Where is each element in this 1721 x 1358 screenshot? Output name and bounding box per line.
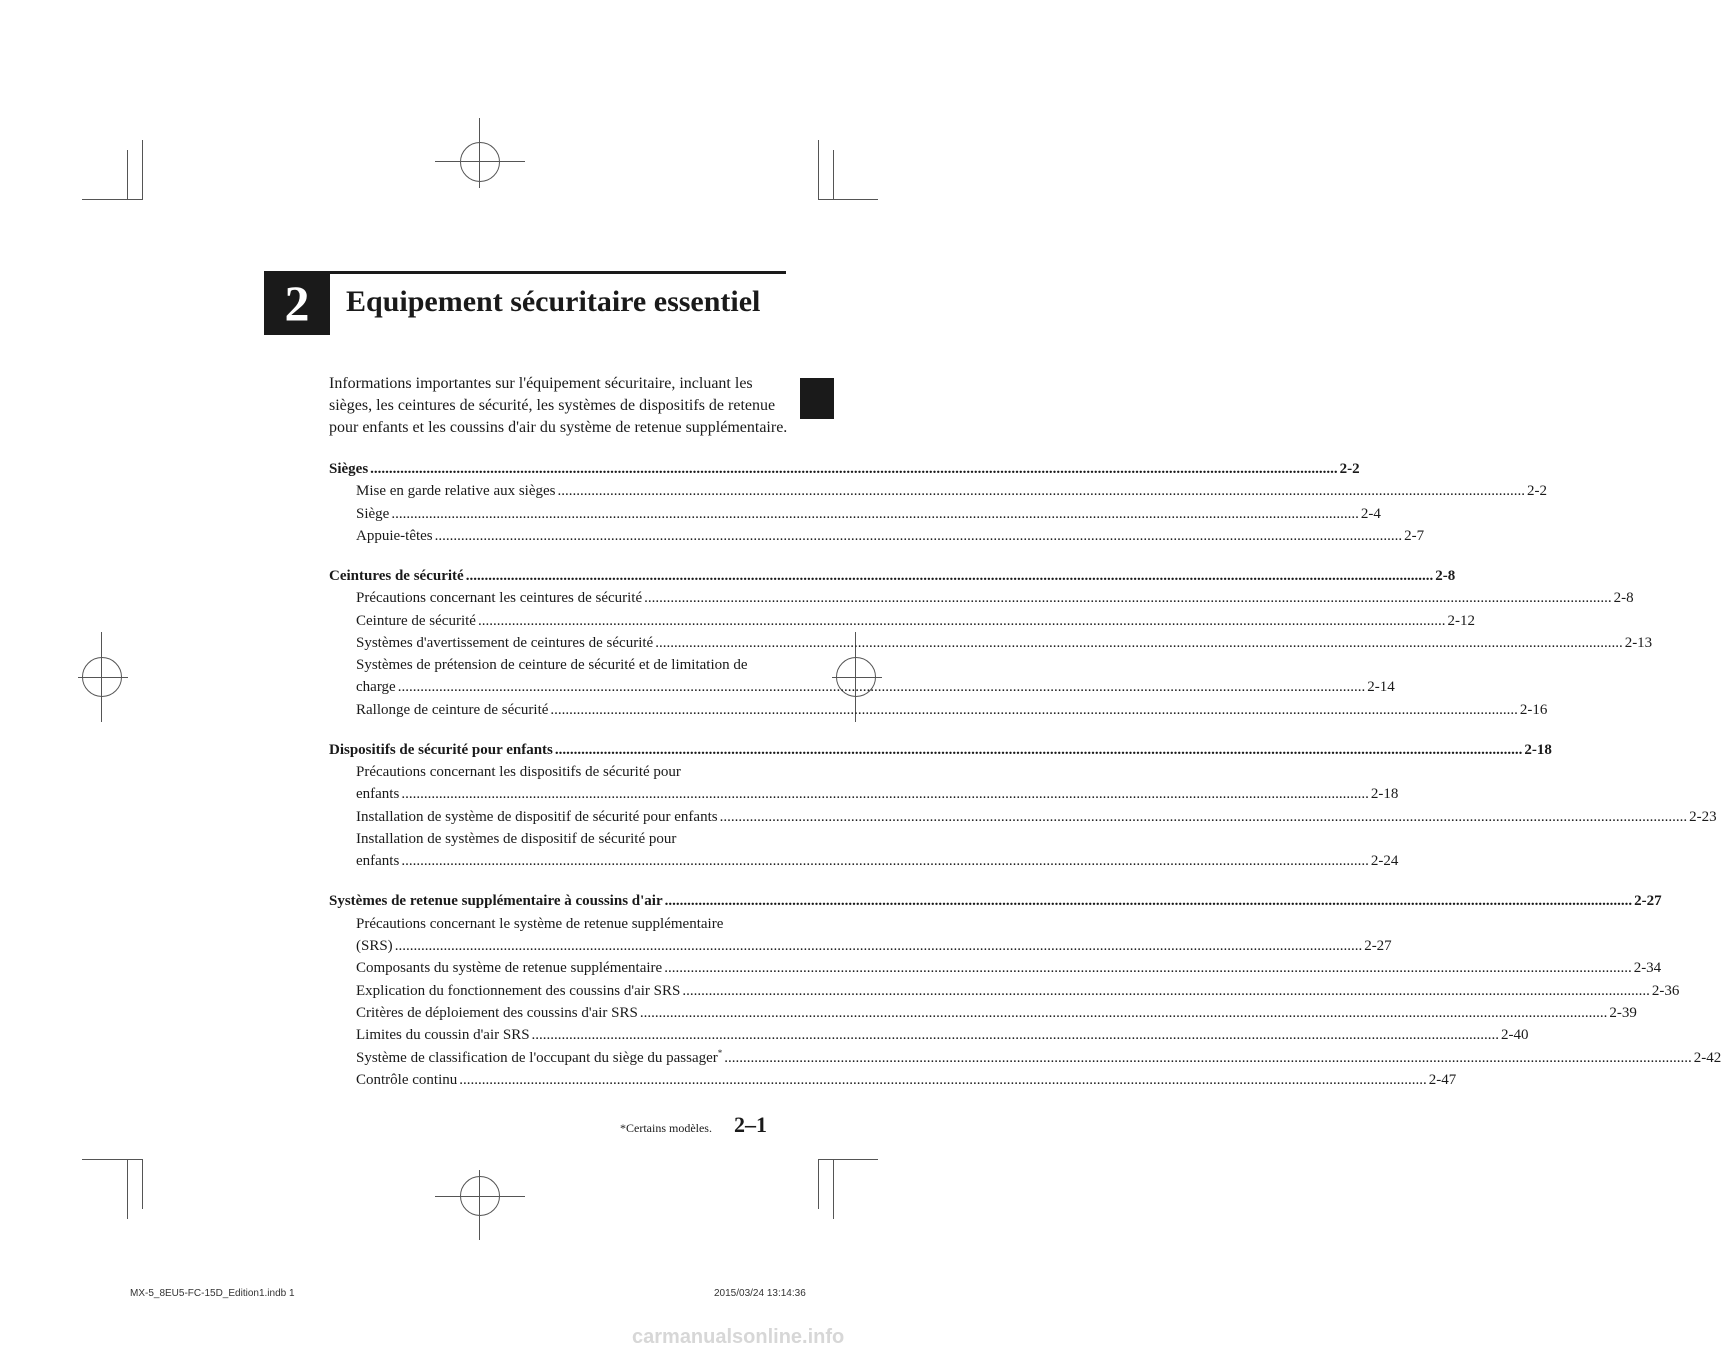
chapter-title: Equipement sécuritaire essentiel — [346, 285, 761, 318]
toc-entry[interactable]: enfants ..... 2-24 — [329, 850, 785, 872]
table-of-contents — [329, 458, 1721, 1109]
toc-entry[interactable]: enfants ..... 2-18 — [329, 783, 785, 805]
toc-entry-line1[interactable]: Systèmes de prétension de ceinture de sécurité et de limitation de — [356, 657, 748, 674]
toc-entry[interactable]: Critères de déploiement des coussins d'air SRS ..... 2-39 — [329, 1002, 785, 1024]
toc-entry-line1[interactable]: Installation de systèmes de dispositif de sécurité pour — [356, 831, 677, 848]
toc-entry[interactable]: Mise en garde relative aux sièges ..... 2-2 — [329, 480, 785, 502]
toc-entry[interactable]: Limites du coussin d'air SRS ..... 2-40 — [329, 1024, 785, 1046]
toc-entry[interactable]: Précautions concernant les ceintures de sécurité ..... 2-8 — [329, 587, 785, 609]
toc-section-ceintures — [329, 565, 1653, 721]
footnote-marker: * — [717, 1047, 723, 1058]
chapter-number: 2 — [264, 271, 330, 335]
toc-entry[interactable]: Contrôle continu ..... 2-47 — [329, 1069, 785, 1091]
toc-entry[interactable]: Siège ..... 2-4 — [329, 503, 785, 525]
toc-entry[interactable]: Installation de système de dispositif de sécurité pour enfants ..... 2-23 — [329, 806, 785, 828]
toc-entry-line1[interactable]: Précautions concernant les dispositifs de sécurité pour — [356, 764, 681, 781]
print-slug-date: 2015/03/24 13:14:36 — [714, 1288, 806, 1299]
toc-section-sieges — [329, 458, 1548, 547]
toc-entry[interactable]: Système de classification de l'occupant du siège du passager* ..... 2-42 — [329, 1047, 785, 1069]
toc-entry[interactable]: charge ..... 2-14 — [329, 676, 785, 698]
watermark: carmanualsonline.info — [632, 1326, 845, 1348]
toc-entry[interactable]: Explication du fonctionnement des coussins d'air SRS ..... 2-36 — [329, 980, 785, 1002]
toc-section-srs — [329, 890, 1721, 1091]
page-number: 2–1 — [734, 1112, 767, 1137]
footnote: *Certains modèles. — [620, 1121, 712, 1135]
chapter-rule — [330, 271, 786, 274]
toc-entry[interactable]: (SRS) ..... 2-27 — [329, 935, 785, 957]
toc-section-enfants — [329, 739, 1717, 873]
toc-heading[interactable]: Dispositifs de sécurité pour enfants ..... 2-18 — [329, 739, 785, 761]
toc-heading[interactable]: Ceintures de sécurité ..... 2-8 — [329, 565, 785, 587]
chapter-thumb-tab — [800, 378, 834, 419]
chapter-intro: Informations importantes sur l'équipement sécuritaire, incluant les sièges, les ceintures de sécurité, les systèmes de dispositifs de retenue pour enfants et les coussins d'air du système de retenue supplémentaire. — [329, 375, 788, 436]
toc-heading[interactable]: Systèmes de retenue supplémentaire à coussins d'air ..... 2-27 — [329, 890, 785, 912]
toc-entry[interactable]: Rallonge de ceinture de sécurité ..... 2-16 — [329, 699, 785, 721]
toc-heading[interactable]: Sièges ..... 2-2 — [329, 458, 785, 480]
toc-entry[interactable]: Systèmes d'avertissement de ceintures de sécurité ..... 2-13 — [329, 632, 785, 654]
toc-entry[interactable]: Ceinture de sécurité ..... 2-12 — [329, 610, 785, 632]
toc-entry[interactable]: Composants du système de retenue supplémentaire ..... 2-34 — [329, 957, 785, 979]
toc-entry-line1[interactable]: Précautions concernant le système de retenue supplémentaire — [356, 915, 724, 932]
print-slug-file: MX-5_8EU5-FC-15D_Edition1.indb 1 — [130, 1288, 295, 1299]
toc-entry[interactable]: Appuie-têtes ..... 2-7 — [329, 525, 785, 547]
